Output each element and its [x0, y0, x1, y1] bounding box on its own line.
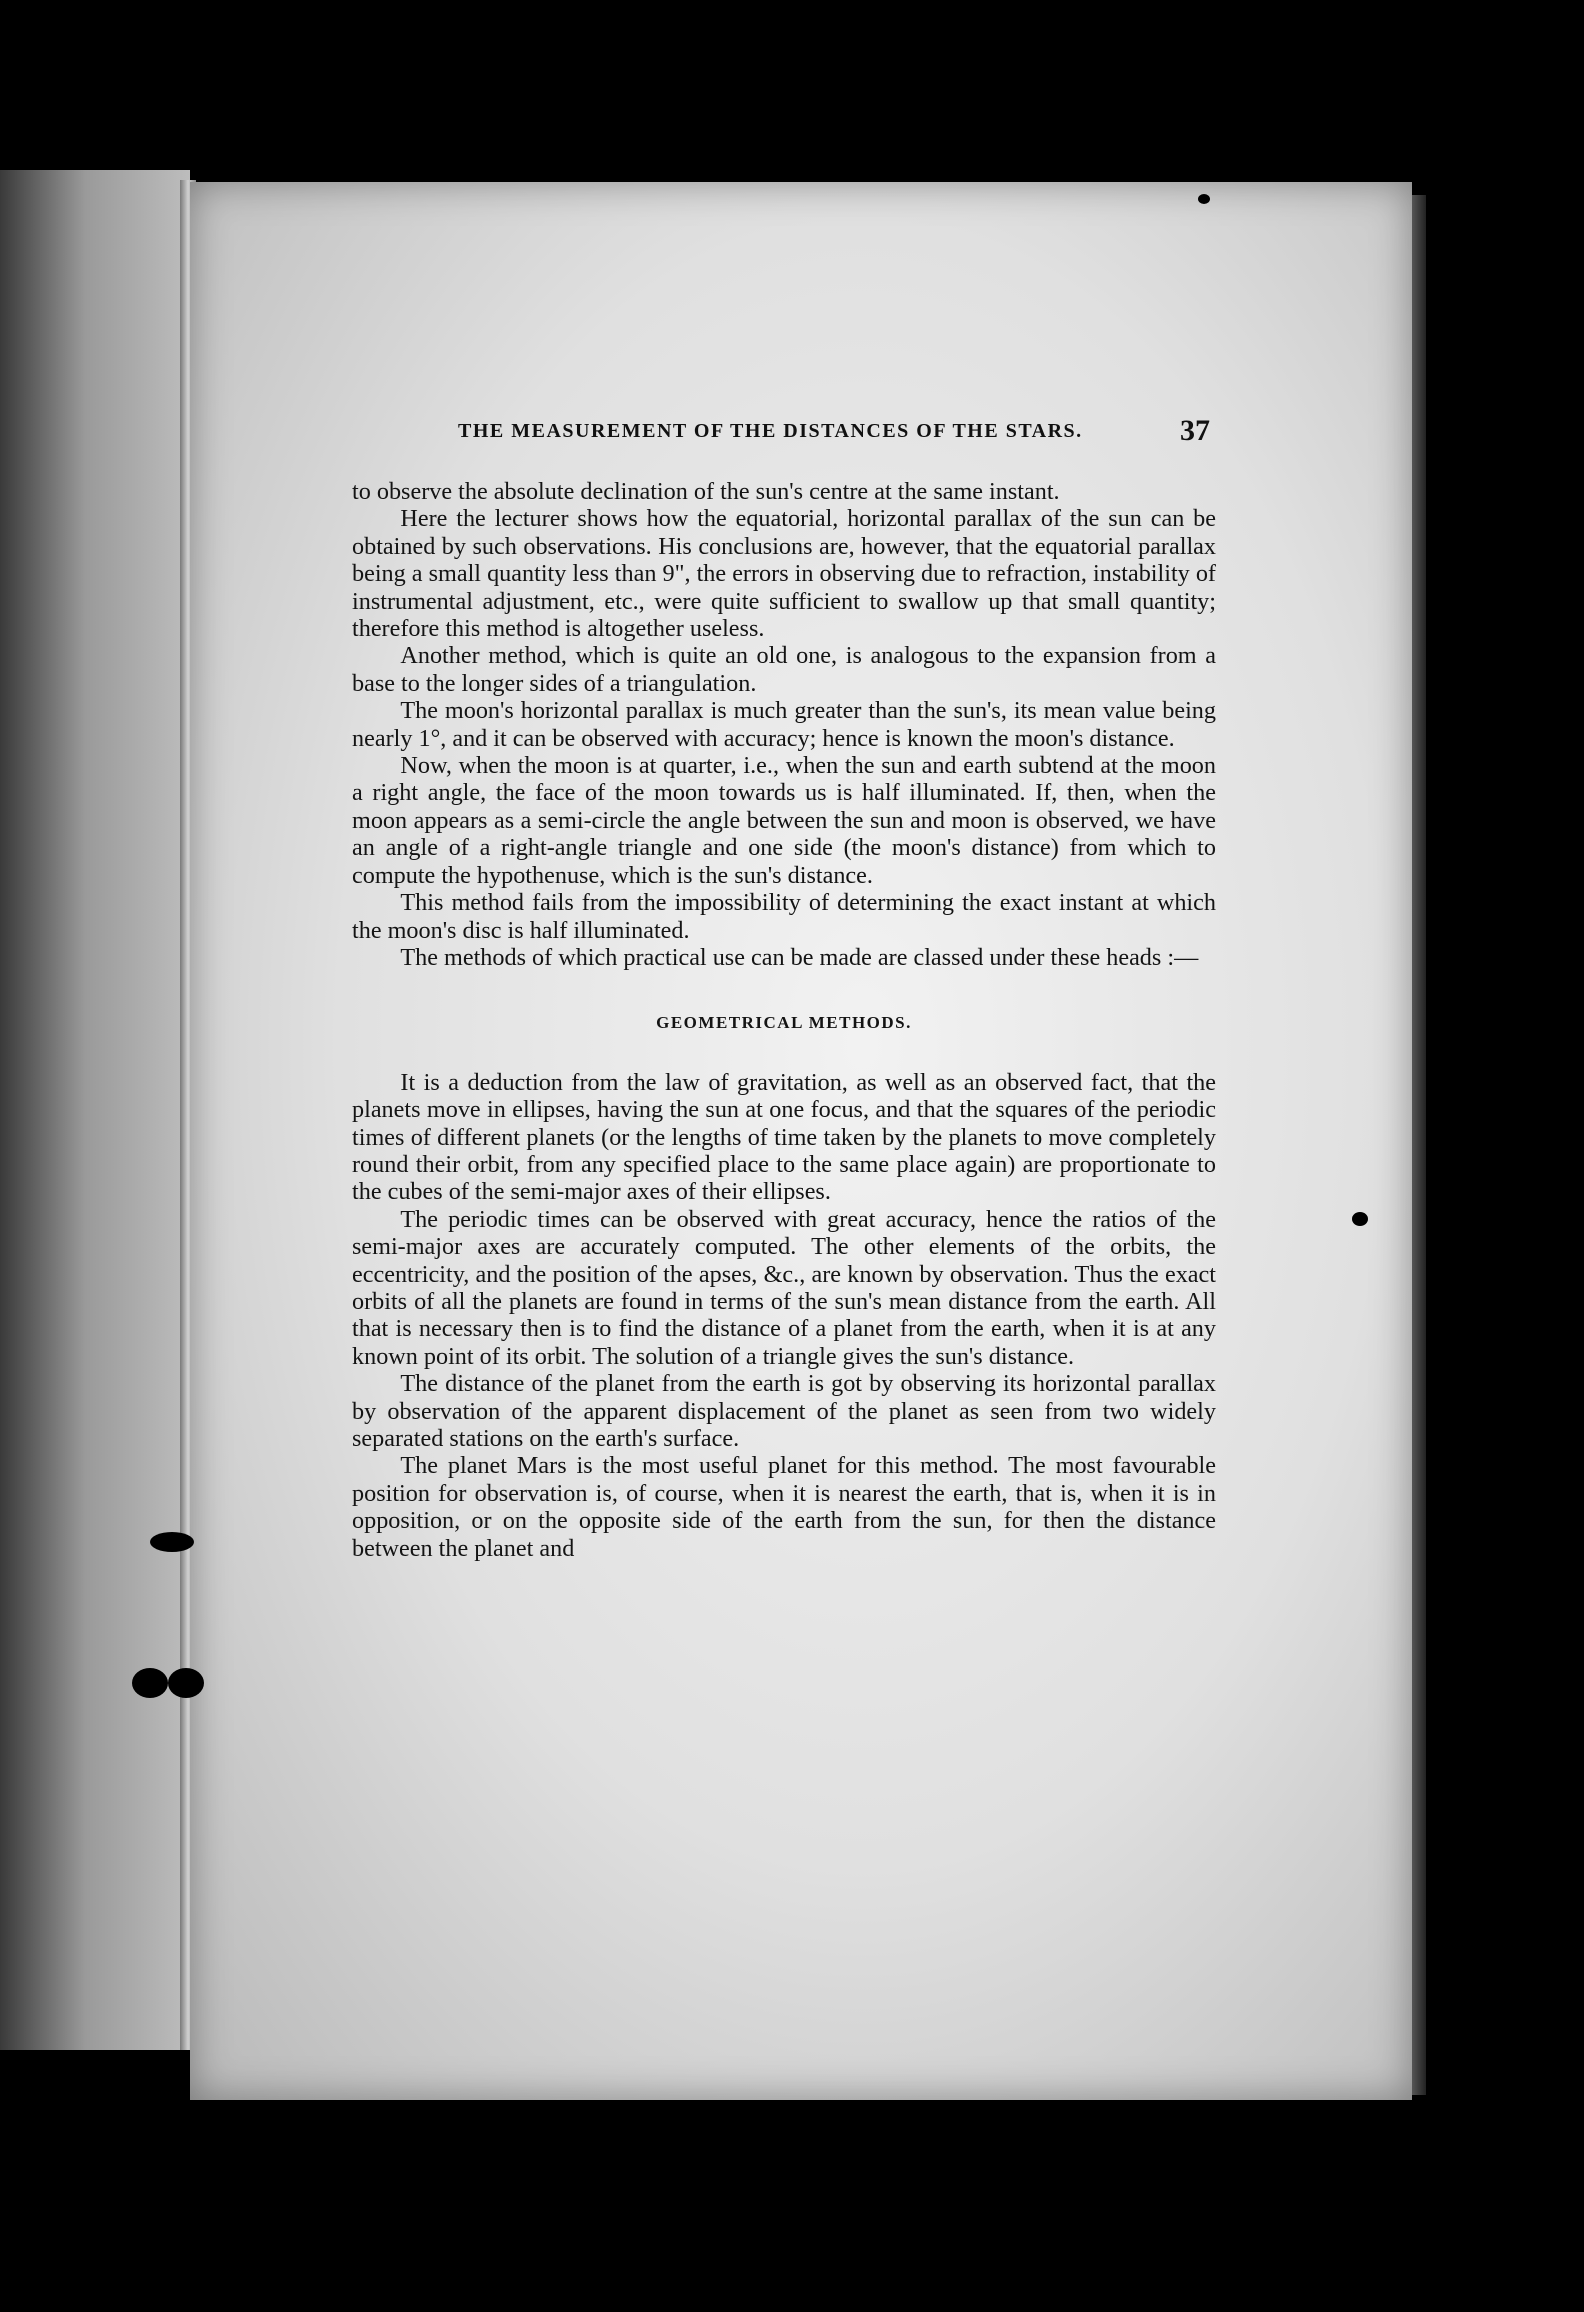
- paragraph: The periodic times can be observed with great accuracy, hence the ratios of the semi-major axes are accurately computed. The other elements of the orbits, the eccentricity, and the position of the apses, &c., are known by observation. Thus the exact orbits of all the planets are found in terms of the sun's mean distance from the earth. All that is necessary then is to find the distance of a planet from the earth, when it is at any known point of its orbit. The solution of a triangle gives the sun's distance.: [352, 1205, 1216, 1370]
- paragraph: It is a deduction from the law of gravitation, as well as an observed fact, that the planets move in ellipses, having the sun at one focus, and that the squares of the periodic times of different planets (or the lengths of time taken by the planets to move completely round their orbit, from any specified place to the same place again) are proportionate to the cubes of the semi-major axes of their ellipses.: [352, 1068, 1216, 1206]
- paragraph: Now, when the moon is at quarter, i.e., when the sun and earth subtend at the moon a right angle, the face of the moon towards us is half illuminated. If, then, when the moon appears as a semi-circle the angle between the sun and moon is observed, we have an angle of a right-angle triangle and one side (the moon's distance) from which to compute the hypothenuse, which is the sun's distance.: [352, 752, 1216, 889]
- binding-hole-mark: [150, 1532, 194, 1552]
- page-number: 37: [1180, 414, 1210, 447]
- paragraph: Another method, which is quite an old one, is analogous to the expansion from a base to the longer sides of a triangulation.: [352, 642, 1216, 697]
- facing-page-edge: [0, 170, 190, 2050]
- ink-spot: [1352, 1212, 1368, 1226]
- paragraph: The planet Mars is the most useful planet for this method. The most favourable position for observation is, of course, when it is nearest the earth, that is, when it is in opposition, or on the opposite side of the earth from the sun, for then the distance between the planet and: [352, 1452, 1216, 1562]
- ink-spot: [1198, 194, 1210, 204]
- paragraph: to observe the absolute declination of the sun's centre at the same instant.: [352, 478, 1060, 505]
- paragraphs-after: [352, 1069, 1216, 1562]
- binding-hole-mark: [132, 1668, 168, 1698]
- body-text: [352, 478, 1216, 1562]
- running-head: THE MEASUREMENT OF THE DISTANCES OF THE STARS.: [458, 420, 1083, 442]
- section-heading: GEOMETRICAL METHODS.: [656, 1013, 912, 1033]
- page-shadow-edge: [1412, 195, 1426, 2095]
- paragraph: The distance of the planet from the earth is got by observing its horizontal parallax by observation of the apparent displacement of the planet as seen from two widely separated stations on the earth's surface.: [352, 1370, 1216, 1452]
- binding-hole-mark: [168, 1668, 204, 1698]
- paragraph: This method fails from the impossibility of determining the exact instant at which the moon's disc is half illuminated.: [352, 889, 1216, 944]
- paragraph: The moon's horizontal parallax is much greater than the sun's, its mean value being nearly 1°, and it can be observed with accuracy; hence is known the moon's distance.: [352, 697, 1216, 752]
- paragraph: The methods of which practical use can be made are classed under these heads :—: [400, 943, 1199, 971]
- paragraph: Here the lecturer shows how the equatorial, horizontal parallax of the sun can be obtained by such observations. His conclusions are, however, that the equatorial parallax being a small quantity less than 9", the errors in observing due to refraction, instability of instrumental adjustment, etc., were quite sufficient to swallow up that small quantity; therefore this method is altogether useless.: [352, 505, 1216, 643]
- paragraphs-before: [352, 478, 1216, 971]
